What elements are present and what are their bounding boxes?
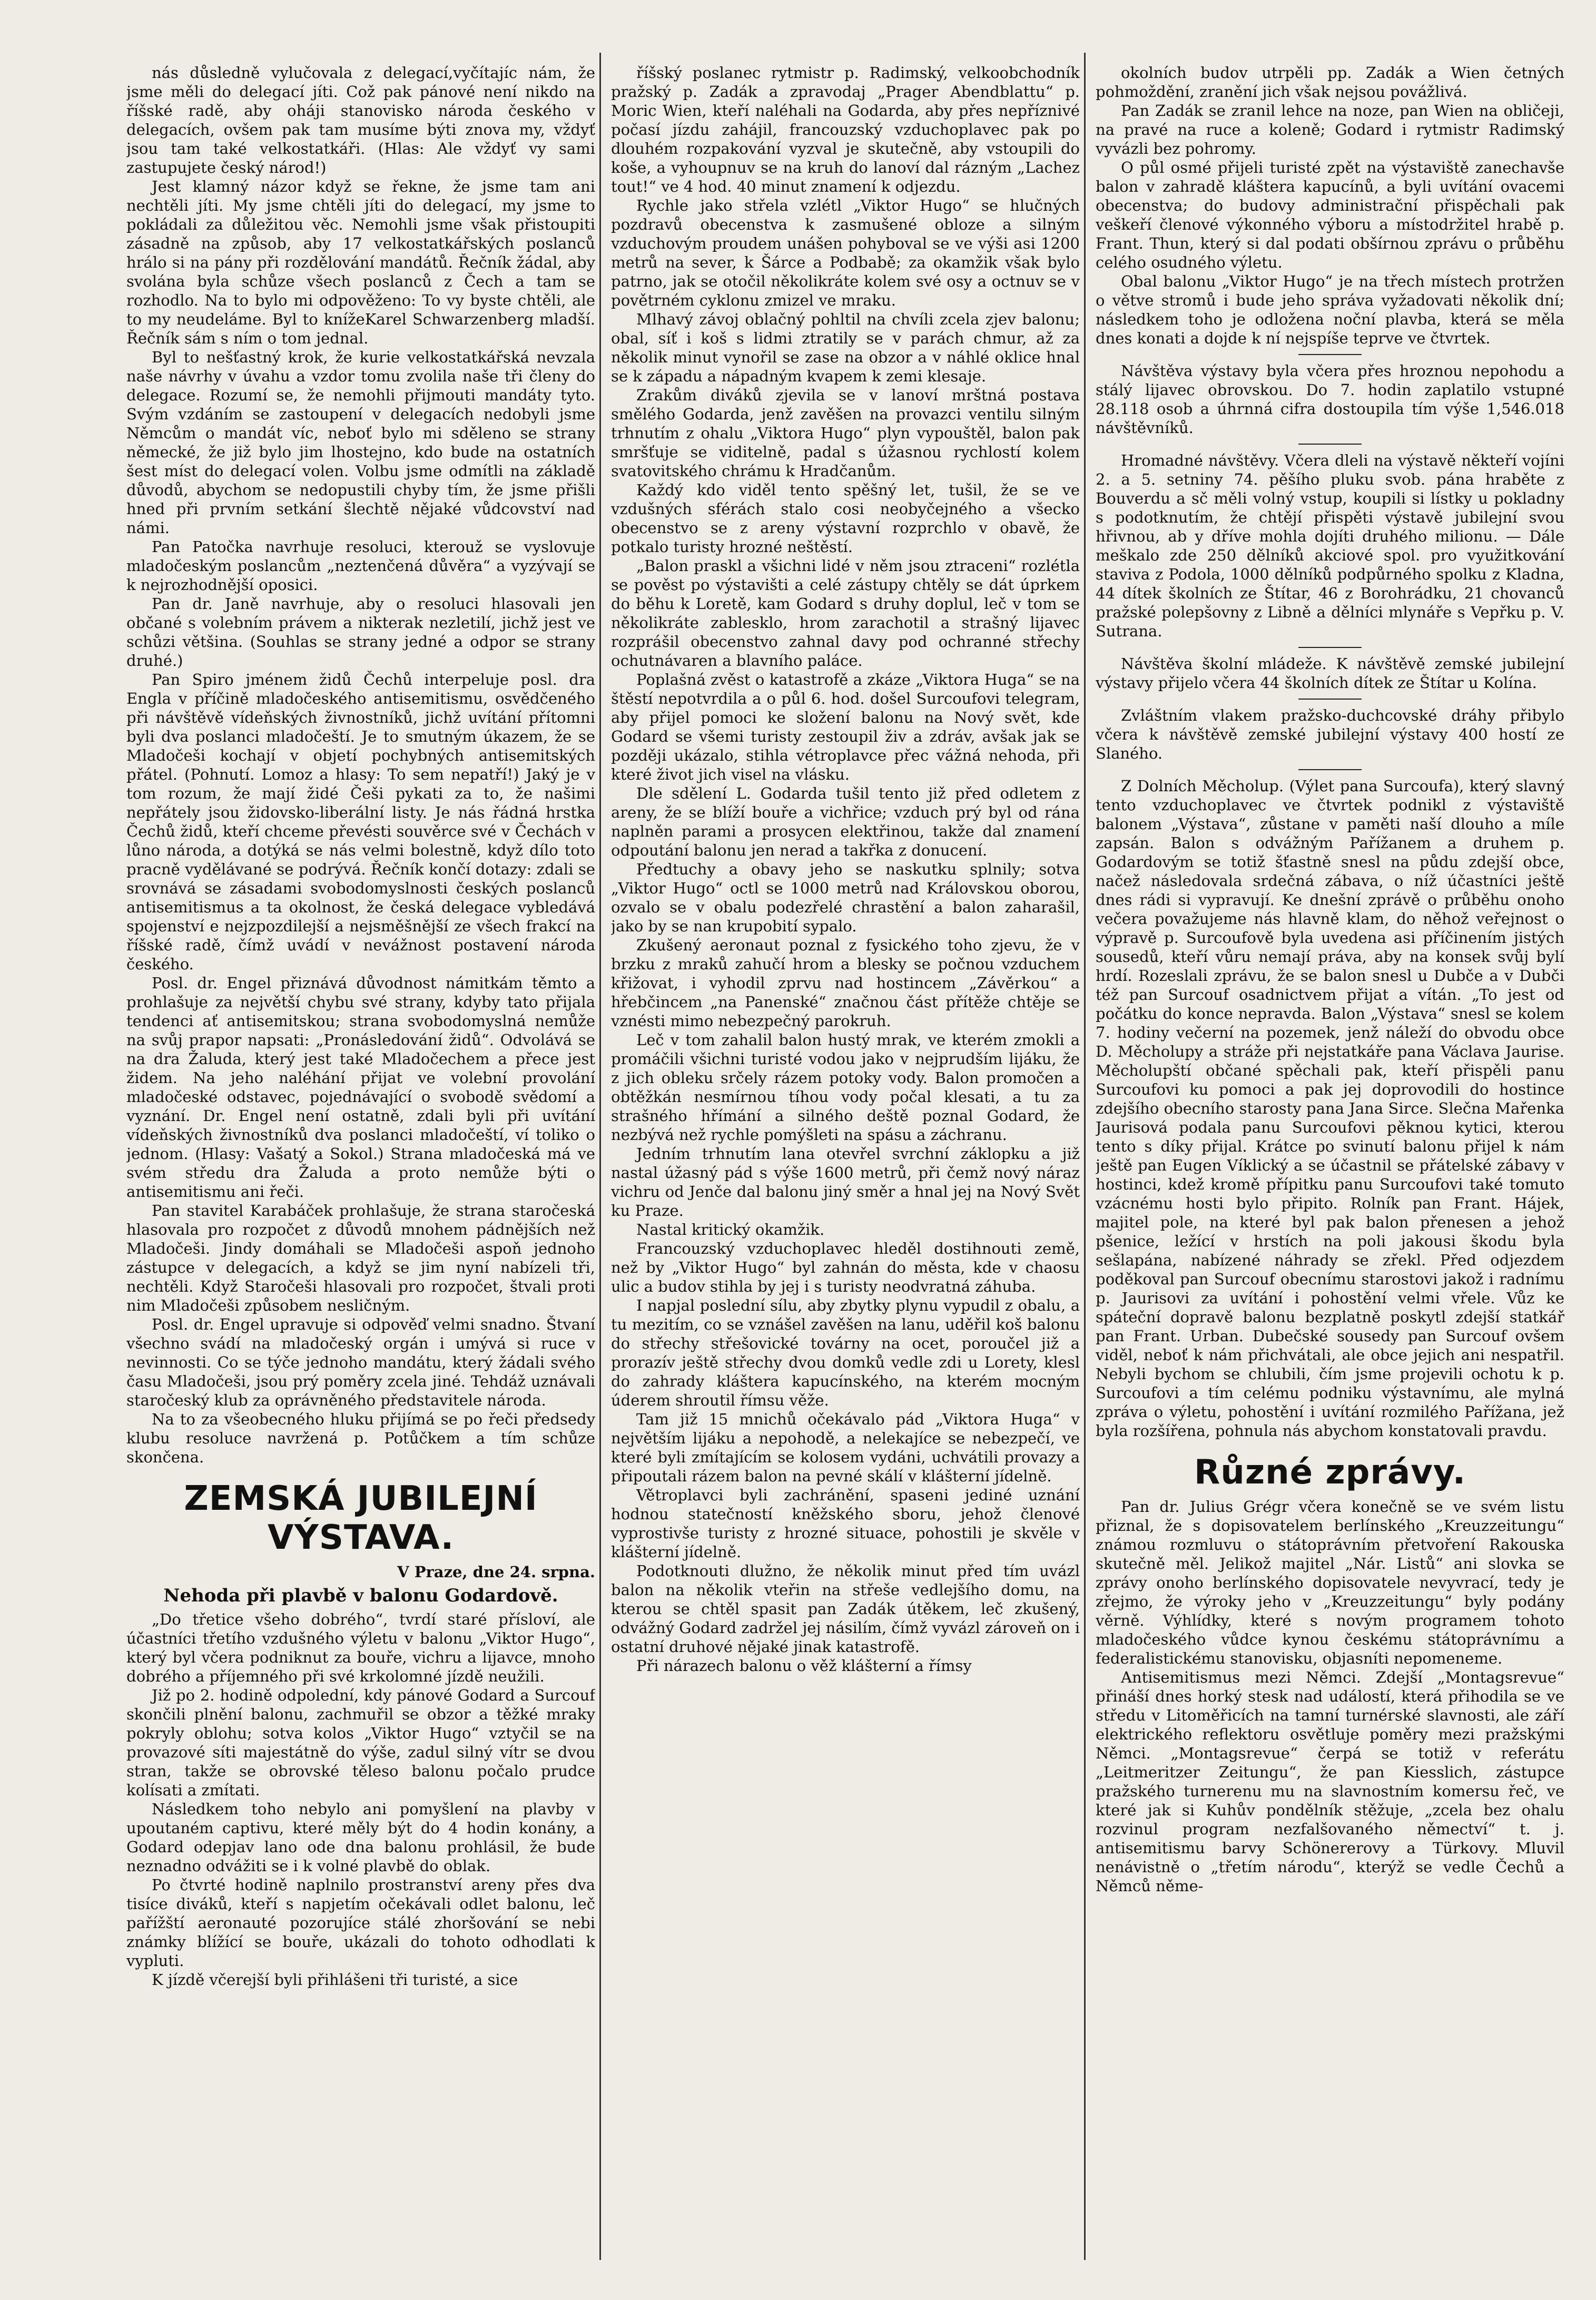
paragraph: Poplašná zvěst o katastrofě a zkáze „Viktora Huga“ se na štěstí nepotvrdila a o půl 6. hod. došel Surcoufovi telegram, aby přijel pomoci ke složení balonu na Nový svět, kde Godard se všemi turisty zestoupil živ a zdráv, avšak jak se později ukázalo, stihla vétroplavce přec vážná nehoda, při které život jich visel na vlásku.	[611, 671, 1080, 783]
paragraph: Pan Zadák se zranil lehce na noze, pan Wien na obličeji, na pravé na ruce a koleně; Godard i rytmistr Radimský vyvázli bez pohromy.	[1096, 102, 1564, 158]
paragraph: Jest klamný názor když se řekne, že jsme tam ani nechtěli jíti. My jsme chtěli jíti do delegací, my jsme to pokládali za důležitou věc. Nemohli jsme však přistoupiti zásadně na způsob, aby 17 velkostatkářských poslanců hrálo si na pány při rozdělování mandátů. Řečník žádal, aby svolána byla schůze všech poslanců z Čech a tam se rozhodlo. Na to bylo mi odpověženo: To vy byste chtěli, ale to my neudeláme. Byl to knížeKarel Schwarzenberg mladší. Řečník sám s ním o tom jednal.	[126, 178, 595, 347]
paragraph: O půl osmé přijeli turisté zpět na výstaviště zanechavše balon v zahradě kláštera kapucínů, a byli uvítání ovacemi obecenstva; do budovy administrační přispěchali pak veškeří členové výkonného výboru a místodržitel hrabě p. Frant. Thun, který si dal podati obšírnou zprávu o průběhu celého osudného výletu.	[1096, 159, 1564, 271]
paragraph: Nastal kritický okamžik.	[636, 1221, 825, 1239]
paragraph: Posl. dr. Engel upravuje si odpověď velmi snadno. Štvaní všechno svádí na mladočeský orgán i umývá si ruce v nevinnosti. Co se týče jednoho mandátu, který žádali svého času Mladočeši, jsou prý poměry zcela jiné. Tehdáž uznávali staročeský klub za oprávněného představitele národa.	[126, 1315, 595, 1409]
paragraph: Francouzský vzduchoplavec hleděl dostihnouti země, než by „Viktor Hugo“ byl zahnán do města, kde v chaosu ulic a budov stihla by jej i s turisty neodvratná záhuba.	[611, 1240, 1080, 1295]
paragraph: Pan stavitel Karabáček prohlašuje, že strana staročeská hlasovala pro rozpočet z důvodů mnohem pádnějších než Mladočeši. Jindy domáhali se Mladočeši aspoň jednoho zástupce v delegacích, a když se jim nyní nabízeli tři, nechtěli. Když Staročeši hlasovali pro rozpočet, štvali proti nim Mladočeši způsobem nesličným.	[126, 1202, 595, 1314]
paragraph: Pan dr. Julius Grégr včera konečně se ve svém listu přiznal, že s dopisovatelem berlínského „Kreuzzeitungu“ známou rozmluvu o státoprávním přetvoření Rakouska skutečně měl. Jelikož majitel „Nár. Listů“ ani slovka se zprávy onoho berlínského dopisovatele nevyvrací, tedy je zřejmo, že výroky jeho v „Kreuzzeitungu“ byly podány věrně. Výhlídky, které s novým programem tohoto mladočeského vůdce kynou českému státoprávnímu a federalistickému stanovisku, objasníti nepomeneme.	[1096, 1498, 1564, 1667]
separator	[1298, 647, 1362, 648]
paragraph: Dle sdělení L. Godarda tušil tento již před odletem z areny, že se blíží bouře a vichřice; vzduch prý byl od rána naplněn parami a prosycen elektřinou, takže dal znamení odpoutání balonu jen nerad a takřka z donucení.	[611, 784, 1080, 859]
paragraph: Rychle jako střela vzlétl „Viktor Hugo“ se hlučných pozdravů obecenstva k zasmušené obloze a silným vzduchovým proudem unášen pohyboval se ve výši asi 1200 metrů na sever, k Šárce a Podbabě; za okamžik však bylo patrno, jak se otočil několikráte kolem své osy a octnuv se v povětrném cyklonu zmizel ve mraku.	[611, 196, 1080, 309]
paragraph: okolních budov utrpěli pp. Zadák a Wien četných pohmoždění, zranění jich však nejsou povážlivá.	[1096, 64, 1564, 101]
paragraph: Zrakům diváků zjevila se v lanoví mrštná postava smělého Godarda, jenž zavěšen na provazci ventilu silným trhnutím z ohalu „Viktora Hugo“ plyn vypouštěl, balon pak smršťuje se viditelně, padal s úžasnou rychlostí kolem svatovitského chrámu k Hradčanům.	[611, 386, 1080, 480]
separator	[1298, 769, 1362, 770]
paragraph: Obal balonu „Viktor Hugo“ je na třech místech protržen o větve stromů i bude jeho správa vyžadovati několik dní; následkem toho je odložena noční plavba, která se měla dnes konati a dojde k ní nejspíše teprve ve čtvrtek.	[1096, 272, 1564, 347]
separator	[1298, 699, 1362, 700]
column-rule	[599, 53, 601, 2260]
column-left	[126, 63, 595, 2249]
paragraph: Mlhavý závoj oblačný pohltil na chvíli zcela zjev balonu; obal, síť i koš s lidmi ztratily se v parách chmur, až za několik minut vynořil se zase na obzor a v náhlé oklice hnal se k západu a nápadným kvapem k zemi klesaje.	[611, 310, 1080, 385]
section-title: Různé zprávy.	[1194, 1453, 1466, 1492]
paragraph: „Balon praskl a všichni lidé v něm jsou ztraceni“ rozlétla se pověst po výstavišti a celé zástupy chtěly se dát úprkem do běhu k Loretě, kam Godard s druhy doplul, leč v tom se několikráte zablesklo, hrom zarachotil a strašný lijavec rozprášil obecenstvo zahnal davy pod ochranné střechy ochutnávaren a blavního paláce.	[611, 557, 1080, 670]
paragraph: Jedním trhnutím lana otevřel svrchní záklopku a již nastal úžasný pád s výše 1600 metrů, při čemž nový náraz vichru od Jenče dal balonu jiný směr a hnal jej na Nový Svět ku Praze.	[611, 1145, 1080, 1220]
paragraph: Již po 2. hodině odpolední, kdy pánové Godard a Surcouf skončili plnění balonu, zachmuřil se obzor a těžké mraky pokryly oblohu; sotva kolos „Viktor Hugo“ vztyčil se na provazové síti majestátně do výše, zadul silný vítr se dvou stran, takže se obrovské těleso balonu počalo prudce kolísati a zmítati.	[126, 1686, 595, 1799]
paragraph: Zvláštním vlakem pražsko-duchcovské dráhy přibylo včera k návštěvě zemské jubilejní výstavy 400 hostí ze Slaného.	[1096, 706, 1564, 762]
separator	[1298, 354, 1362, 355]
paragraph: Návštěva výstavy byla včera přes hroznou nepohodu a stálý lijavec obrovskou. Do 7. hodin zaplatilo vstupné 28.118 osob a úhrnná cifra dostoupila tím výše 1,546.018 návštěvníků.	[1096, 362, 1564, 437]
paragraph: „Do třetice všeho dobrého“, tvrdí staré přísloví, ale účastníci třetího vzdušného výletu v balonu „Viktor Hugo“, který byl včera podniknut za bouře, vichru a lijavce, mnoho dobrého a příjemného při své krkolomné jízdě neužili.	[126, 1610, 595, 1685]
paragraph: Na to za všeobecného hluku přijímá se po řeči předsedy klubu resoluce navržená p. Potůčkem a tím schůze skončena.	[126, 1410, 595, 1466]
paragraph: Pan Spiro jménem židů Čechů interpeluje posl. dra Engla v příčině mladočeského antisemitismu, osvědčeného při návštěvě vídeňských živnostníků, jichž uvítání přítomni byli dva poslanci mladočeští. Je to smutným úkazem, že se Mladočeši kochají v objetí pochybných antisemitských přátel. (Pohnutí. Lomoz a hlasy: To sem nepatří!) Jaký je v tom rozum, že mají židé Češi pykati za to, že našimi nepřátely jsou židovsko-liberální listy. Je nás řádná hrstka Čechů židů, kteří chceme převésti souvěrce své v Čechách v lůno národa, a dotýká se nás velmi bolestně, když dílo toto pracně vydělávané se podrývá. Řečník končí dotazy: zdali se srovnává se zásadami svobodomyslnosti českých poslanců antisemitismus a ta okolnost, že česká delegace vybledává spojenství e nejzpozdilejší a nejsměšnější ze všech frakcí na říšské radě, čímž uvádí v nevážnost postavení národa českého.	[126, 671, 595, 973]
paragraph: říšský poslanec rytmistr p. Radimský, velkoobchodník pražský p. Zadák a zpravodaj „Prager Abendblattu“ p. Moric Wien, kteří naléhali na Godarda, aby přes nepříznivé počasí jízdu zahájil, francouzský vzduchoplavec pak po dlouhém rozpakování vyzval je skutečně, aby vstoupili do koše, a vyhoupnuv se na kruh do lanoví dal rázným „Lachez tout!“ ve 4 hod. 40 minut znamení k odjezdu.	[611, 64, 1080, 195]
dateline: V Praze, dne 24. srpna.	[397, 1563, 595, 1581]
paragraph: Předtuchy a obavy jeho se naskutku splnily; sotva „Viktor Hugo“ octl se 1000 metrů nad Královskou oborou, ozvalo se v obalu podezřelé chrastění a balon zaharašil, jako by se nan krupobití sypalo.	[611, 860, 1080, 935]
paragraph: Při nárazech balonu o věž klášterní a římsy	[636, 1657, 972, 1675]
article-title: Nehoda při plavbě v balonu Godardově.	[163, 1585, 558, 1606]
paragraph: Každý kdo viděl tento spěšný let, tušil, že se ve vzdušných sférách stalo cosi neobyčejného a všecko obecenstvo se z areny výstavní rozprchlo v obavě, že potkalo turisty hrozné neštěstí.	[611, 481, 1080, 556]
paragraph: nás důsledně vylučovala z delegací,vyčítajíc nám, že jsme měli do delegací jíti. Což pak pánové není nikdo na říšské radě, aby oháji stanovisko národa českého v delegacích, ovšem pak tam musíme býti znova my, vždyť jsou tam také velkostatkáři. (Hlas: Ale vždyť vy sami zastupujete český národ!)	[126, 64, 595, 176]
paragraph: Antisemitismus mezi Němci. Zdejší „Montagsrevue“ přináší dnes horký stesk nad událostí, která přihodila se ve středu v Litoměřicích na tamní turnérské slavnosti, ale září elektrického reflektoru osvětluje poměry mezi pražskými Němci. „Montagsrevue“ čerpá se totiž v referátu „Leitmeritzer Zeitungu“, že pan Kiesslich, zástupce pražského turnerenu mu na slavnostním komersu řeč, ve které jak si Kuhův pondělník stěžuje, „zcela bez ohalu rozvinul program nezfalšovaného němectví“ t. j. antisemitismu barvy Schönererovy a Türkovy. Mluvil nenávistně o „třetím národu“, kterýž se vedle Čechů a Němců něme-	[1096, 1668, 1564, 1895]
paragraph: Byl to nešťastný krok, že kurie velkostatkářská nevzala naše návrhy v úvahu a vzdor tomu zvolila naše tři členy do delegace. Rozumí se, že nemohli přijmouti mandáty tyto. Svým vzdáním se zastoupení v delegacích nedobyli jsme Němcům o mandát víc, neboť bylo mi sděleno se strany německé, že již bylo jim lhostejno, kdo bude na ostatních šest míst do delegací volen. Volbu jsme odmítli na základě důvodů, abychom se nedopustili chyby tím, že jsme přišli hned při prvním setkání šlechtě nějaké vůdcovství nad námi.	[126, 348, 595, 537]
paragraph: Zkušený aeronaut poznal z fysického toho zjevu, že v brzku z mraků zahučí hrom a blesky se počnou vzduchem křižovat, i vyhodil zprvu nad hostincem „Závěrkou“ a hřebčincem „na Panenské“ značnou část přítěže chtěje se vznésti mimo nebezpečný parokruh.	[611, 936, 1080, 1030]
paragraph: Následkem toho nebylo ani pomyšlení na plavby v upoutaném captivu, které měly být do 4 hodin konány, a Godard odepjav lano ode dna balonu prohlásil, že bude neznadno odvážiti se i k volné plavbě do oblak.	[126, 1800, 595, 1875]
paragraph: Posl. dr. Engel přiznává důvodnost námitkám těmto a prohlašuje za největší chybu své strany, kdyby tato přijala tendenci ať antisemitskou; strana svobodomyslná nemůže na svůj prapor napsati: „Pronásledování židů“. Odvolává se na dra Žaluda, který jest také Mladočechem a přece jest židem. Na jeho naléhání přijat ve volební provolání mladočeské odstavec, pojednávající o svobodě svědomí a vyznání. Dr. Engel není ostatně, zdali byli při uvítání vídeňských živnostníků dva poslanci mladočeští, ví toliko o jednom. (Hlasy: Vašatý a Sokol.) Strana mladočeská má ve svém středu dra Žaluda a proto nemůže býti o antisemitismu ani řeči.	[126, 974, 595, 1201]
paragraph: Z Dolních Měcholup. (Výlet pana Surcoufa), který slavný tento vzduchoplavec ve čtvrtek podnikl z výstaviště balonem „Výstava“, zůstane v paměti naší dlouho a míle zapsán. Balon s odvážným Pařížanem a druhem p. Godardovým se totiž šťastně snesl na půdu zdejší obce, načež následovala srdečná zábava, o níž účastníci ještě dnes rádi si vypravují. Ke dnešní zprávě o průběhu onoho večera považujeme nás hlavně klam, do něhož veřejnost o výpravě p. Surcoufově byla uvedena asi příčinením jistých sousedů, kteří vůru nemají práva, aby na konsek svůj bylí hrdí. Rozeslali zprávu, že se balon snesl u Dubče a v Dubči též pan Surcouf osadnictvem přijat a vítán. „To jest od počátku do konce nepravda. Balon „Výstava“ snesl se kolem 7. hodiny večerní na pozemek, jenž náleží do obvodu obce D. Měcholupy a stráže při nejstatkáře pana Václava Jaurise. Měcholupští občané spěchali pak, kteří přispěli panu Surcoufovi ku pomoci a pak jej doprovodili do hostince zdejšího obecního starosty pana Jana Sirce. Slečna Mařenka Jaurisová podala panu Surcoufovi pěknou kytici, kterou tento s díky přijal. Krátce po svinutí balonu přijel k nám ještě pan Eugen Víklický a se účastnil se přátelské zábavy v hostinci, kdež kromě přípitku panu Surcoufovi také tomuto vzácnému hosti bylo připito. Rolník pan Frant. Hájek, majitel pole, na které byl pak balon přenesen a jehož pšenice, ležící v hrstích na poli jakousi škodu byla sešlapána, nabízené náhrady se zřekl. Před odjezdem poděkoval pan Surcouf obecnímu starostovi jakož i radnímu p. Jaurisovi za uvítání i pohostění velmi vřele. Vůz ke spáteční dopravě balonu bezplatně poskytl zdejší statkář pan Frant. Urban. Dubečské sousedy pan Surcouf ovšem viděl, neboť k nám přichvátali, ale obce jejich ani nespatřil. Nebyli bychom se chlubili, čím jsme projevili ochotu k p. Surcoufovi a tím celému podniku výstavnímu, ale mylná zpráva o výletu, pohostění i uvítání rozmilého Pařížana, jež byla rozšířena, pohnula nás abychom konstatovali pravdu.	[1096, 777, 1564, 1440]
paragraph: Tam již 15 mnichů očekávalo pád „Viktora Huga“ v největším lijáku a nepohodě, a nelekajíce se nebezpečí, ve které byli zmítajícím se kolosem vydáni, uchvátili provazy a připoutali rázem balon na pevné skálí v klášterní jídelně.	[611, 1410, 1080, 1485]
section-title: ZEMSKÁ JUBILEJNÍ VÝSTAVA.	[184, 1479, 538, 1557]
paragraph: Leč v tom zahalil balon hustý mrak, ve kterém zmokli a promáčili všichni turisté vodou jako v nejprudším lijáku, že z jich obleku srčely rázem potoky vody. Balon promočen a obtěžkán nesmírnou tíhou vody počal klesati, a tu za strašného hřímání a silného deště poznal Godard, že nezbývá než rychle pomýšleti na spásu a záchranu.	[611, 1031, 1080, 1144]
paragraph: Podotknouti dlužno, že několik minut před tím uvázl balon na několik vteřin na střeše vedlejšího domu, na kterou se chtěl spasit pan Zadák útěkem, leč zkušený, odvážný Godard zadržel jej násilím, čímž vyvázl zároveň on i ostatní druhové nějaké jinak katastrofě.	[611, 1562, 1080, 1656]
paragraph: Hromadné návštěvy. Včera dleli na výstavě někteří vojíni 2. a 5. setniny 74. pěšího pluku svob. pána hraběte z Bouverdu a sč měli volný vstup, koupili si lístky u pokladny s podotknutím, že chtějí přispěti výstavě jubilejní svou hřivnou, ab y dříve mohla dojíti druhého milionu. — Dále meškalo zde 250 dělníků akciové spol. pro využitkování staviva z Podola, 1000 dělníků podpůrného spolku z Kladna, 44 dítek školních ze Štítar, 46 z Borohrádku, 21 chovanců pražské polepšovny z Libně a dělníci mlynáře s Vepřku p. V. Sutrana.	[1096, 451, 1564, 640]
paragraph: I napjal poslední sílu, aby zbytky plynu vypudil z obalu, a tu mezitím, co se vznášel zavěšen na lanu, uděřil koš balonu do střechy střešovické továrny na ocet, poroučel již a prorazív ještě střechy dvou domků vedle zdi u Lorety, klesl do zahrady kláštera kapucínského, na kterém mocným úderem shroutil římsu věže.	[611, 1296, 1080, 1409]
paragraph: Návštěva školní mládeže. K návštěvě zemské jubilejní výstavy přijelo včera 44 školních dítek ze Štítar u Kolína.	[1096, 655, 1564, 692]
paragraph: Po čtvrté hodině naplnilo prostranství areny přes dva tisíce diváků, kteří s napjetím očekávali odlet balonu, leč pařížští aeronauté pozorujíce stálé zhoršování se nebi známky blížící se bouře, ukázali do tohoto odhodlati k vypluti.	[126, 1876, 595, 1970]
column-middle	[611, 63, 1080, 2249]
paragraph: Pan dr. Janě navrhuje, aby o resoluci hlasovali jen občané s volebním právem a nikterak nezletilí, jichž jest ve schůzi většina. (Souhlas se strany jedné a odpor se strany druhé.)	[126, 595, 595, 670]
separator	[1298, 444, 1362, 445]
column-rule	[1084, 53, 1086, 2260]
paragraph: Větroplavci byli zachránění, spaseni jediné uznání hodnou statečností kněžského sboru, jehož členové vyprostivše turisty z hrozné situace, pohostili je skvěle v klášterní jídelně.	[611, 1486, 1080, 1561]
column-right	[1096, 63, 1564, 2249]
paragraph: K jízdě včerejší byli přihlášeni tři turisté, a sice	[152, 1971, 518, 1989]
paragraph: Pan Patočka navrhuje resoluci, kterouž se vyslovuje mladočeským poslancům „neztenčená důvěra“ a vyzývají se k nejrozhodnější oposici.	[126, 538, 595, 594]
